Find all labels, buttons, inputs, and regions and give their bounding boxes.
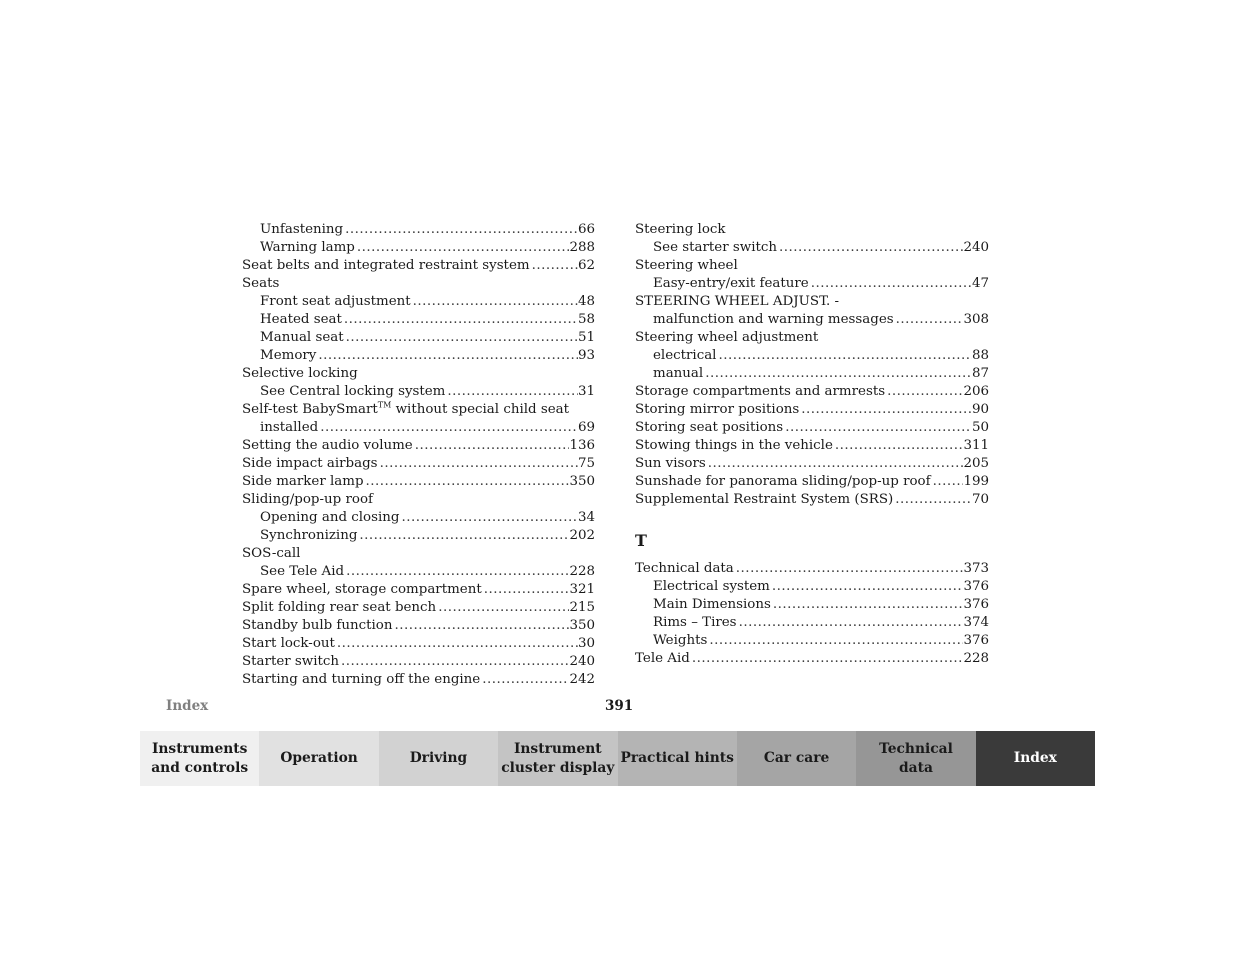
index-entry[interactable]: [242, 563, 595, 581]
index-entry-text: [260, 221, 343, 239]
index-entry-term: malfunction and warning messages: [653, 312, 894, 327]
index-entry-term: Easy-entry/exit feature: [653, 276, 809, 291]
index-entry-term: Start lock-out: [242, 636, 335, 651]
dot-leader: [355, 239, 570, 257]
index-entry-page: 350: [569, 618, 595, 633]
index-entry-page: 376: [963, 597, 989, 612]
dot-leader: [344, 563, 569, 581]
index-entry-term: Tele Aid: [635, 651, 690, 666]
index-entry[interactable]: [635, 329, 989, 347]
index-entry-page: 308: [963, 312, 989, 327]
index-entry-text: [653, 578, 770, 596]
index-entry[interactable]: [635, 491, 989, 509]
index-entry-page: 93: [577, 348, 595, 363]
dot-leader: [342, 311, 578, 329]
dot-leader: [703, 365, 972, 383]
index-entry-text: [242, 402, 569, 417]
index-entry-text: [635, 473, 931, 491]
index-entry[interactable]: [242, 617, 595, 635]
index-entry-term: Self-test BabySmart: [242, 402, 378, 417]
index-entry-page: 136: [569, 438, 595, 453]
index-entry-page: 90: [971, 402, 989, 417]
index-entry-page: 48: [577, 294, 595, 309]
index-entry[interactable]: [635, 275, 989, 293]
index-entry-term: Storage compartments and armrests: [635, 384, 886, 399]
index-entry[interactable]: [242, 275, 595, 293]
index-entry-text: [260, 311, 342, 329]
index-entry-term: Heated seat: [260, 312, 342, 327]
index-entry-term: installed: [260, 420, 319, 435]
index-entry-term: Rims – Tires: [653, 615, 737, 630]
index-entry-text: [242, 671, 480, 689]
index-entry-text: [635, 560, 734, 578]
index-entry-text: [242, 617, 393, 635]
index-entry-text: [260, 383, 445, 401]
index-entry-text: [242, 653, 339, 671]
index-entry-page: 242: [569, 672, 595, 687]
index-entry-page: 205: [963, 456, 989, 471]
index-entry[interactable]: [242, 455, 595, 473]
index-entry-term: Memory: [260, 348, 317, 363]
dot-leader: [364, 473, 570, 491]
index-entry-term: Stowing things in the vehicle: [635, 438, 833, 453]
index-entry[interactable]: [635, 437, 989, 455]
index-entry[interactable]: [635, 419, 989, 437]
index-entry[interactable]: [635, 347, 989, 365]
index-entry-term: Electrical system: [653, 579, 770, 594]
index-entry-text: [242, 455, 378, 473]
index-entry-term: Standby bulb function: [242, 618, 393, 633]
index-entry[interactable]: [242, 509, 595, 527]
dot-leader: [690, 650, 964, 668]
index-entry-page: 321: [569, 582, 595, 597]
index-entry-text: [653, 347, 716, 365]
index-entry-term: Weights: [653, 633, 708, 648]
index-entry-text: [635, 383, 885, 401]
index-entry[interactable]: [635, 650, 989, 668]
index-entry-text: [260, 239, 355, 257]
index-entry-page: 58: [577, 312, 595, 327]
index-entry-term: Warning lamp: [260, 240, 355, 255]
index-entry-text: [242, 366, 358, 381]
dot-leader: [445, 383, 578, 401]
index-entry-text: [260, 293, 411, 311]
index-entry-text: [260, 563, 344, 581]
index-entry-text: [242, 546, 300, 561]
index-entry-term: Storing mirror positions: [635, 402, 800, 417]
index-entry-term: Side impact airbags: [242, 456, 378, 471]
dot-leader: [316, 347, 578, 365]
index-entry-term: Steering wheel adjustment: [635, 330, 819, 345]
index-entry-text: [635, 491, 893, 509]
dot-leader: [893, 491, 972, 509]
chapter-tab[interactable]: Car care: [737, 731, 856, 786]
index-entry-term: Supplemental Restraint System (SRS): [635, 492, 894, 507]
index-entry-page: 88: [971, 348, 989, 363]
index-entry-text: [260, 329, 344, 347]
dot-leader: [716, 347, 971, 365]
index-entry-term: See Central locking system: [260, 384, 446, 399]
index-entry-page: 202: [569, 528, 595, 543]
index-entry-term: Manual seat: [260, 330, 344, 345]
index-entry-term: electrical: [653, 348, 717, 363]
index-entry-text: [653, 275, 809, 293]
index-entry[interactable]: [242, 527, 595, 545]
index-group-t: [635, 560, 989, 668]
dot-leader: [530, 257, 578, 275]
index-entry-term: Sunshade for panorama sliding/pop-up roof: [635, 474, 931, 489]
index-entry-text: [635, 437, 833, 455]
index-entry-term: Technical data: [635, 561, 734, 576]
index-entry[interactable]: [242, 311, 595, 329]
index-entry-text: [242, 492, 373, 507]
index-entry-page: 70: [971, 492, 989, 507]
index-entry[interactable]: [635, 473, 989, 491]
index-entry-term: Steering wheel: [635, 258, 738, 273]
index-entry-term: Synchronizing: [260, 528, 358, 543]
chapter-tab[interactable]: Instrument cluster display: [498, 731, 617, 786]
index-entry-page: 374: [963, 615, 989, 630]
index-entry-page: 31: [577, 384, 595, 399]
index-entry[interactable]: [242, 257, 595, 275]
index-entry-text: [260, 509, 399, 527]
index-entry-page: 311: [963, 438, 989, 453]
index-entry-page: 199: [963, 474, 989, 489]
chapter-tab[interactable]: Practical hints: [618, 731, 737, 786]
index-entry[interactable]: [242, 293, 595, 311]
index-entry-text: [260, 419, 318, 437]
dot-leader: [885, 383, 963, 401]
index-entry-term: Storing seat positions: [635, 420, 784, 435]
dot-leader: [378, 455, 578, 473]
index-entry-page: 228: [963, 651, 989, 666]
index-entry[interactable]: [242, 419, 595, 437]
index-entry[interactable]: [242, 437, 595, 455]
index-entry[interactable]: [635, 257, 989, 275]
index-entry-text: [635, 419, 783, 437]
chapter-tab[interactable]: Driving: [379, 731, 498, 786]
dot-leader: [931, 473, 964, 491]
index-entry-page: 288: [569, 240, 595, 255]
dot-leader: [799, 401, 972, 419]
footer-section-label: Index: [166, 698, 209, 714]
dot-leader: [771, 596, 964, 614]
index-entry[interactable]: [635, 365, 989, 383]
index-entry-text: [260, 527, 357, 545]
index-entry-text: [242, 257, 530, 275]
index-entry[interactable]: [242, 347, 595, 365]
index-entry-page: 240: [569, 654, 595, 669]
dot-leader: [734, 560, 964, 578]
index-entry[interactable]: [635, 560, 989, 578]
dot-leader: [436, 599, 569, 617]
chapter-tab[interactable]: Technical data: [856, 731, 975, 786]
index-entry-term: Side marker lamp: [242, 474, 364, 489]
dot-leader: [399, 509, 577, 527]
index-entry-text: [635, 222, 726, 237]
index-entry[interactable]: [242, 671, 595, 689]
index-entry-term: manual: [653, 366, 704, 381]
dot-leader: [393, 617, 570, 635]
dot-leader: [809, 275, 972, 293]
dot-leader: [343, 221, 578, 239]
section-letter: T: [635, 531, 647, 550]
index-entry[interactable]: [635, 614, 989, 632]
index-entry-page: 215: [569, 600, 595, 615]
index-entry-page: 228: [569, 564, 595, 579]
index-entry-text: [653, 632, 707, 650]
index-entry-page: 69: [577, 420, 595, 435]
chapter-tab[interactable]: Instruments and controls: [140, 731, 259, 786]
index-entry-text: [653, 596, 771, 614]
index-entry-text: [242, 635, 335, 653]
index-column-right: [635, 221, 989, 668]
index-entry[interactable]: [635, 221, 989, 239]
index-entry-text: [653, 614, 737, 632]
index-entry-page: 75: [577, 456, 595, 471]
index-entry[interactable]: [242, 221, 595, 239]
index-entry-term: Selective locking: [242, 366, 358, 381]
index-entry-text: [635, 455, 706, 473]
index-entry-term: Spare wheel, storage compartment: [242, 582, 482, 597]
index-entry-page: 87: [971, 366, 989, 381]
index-entry-text: [635, 330, 818, 345]
index-entry-text: [242, 276, 279, 291]
index-entry-term: Unfastening: [260, 222, 344, 237]
trademark-superscript: TM: [377, 400, 392, 410]
index-entry-term: Seats: [242, 276, 280, 291]
index-entry[interactable]: [242, 581, 595, 599]
index-entry-term: Split folding rear seat bench: [242, 600, 437, 615]
index-entry[interactable]: [242, 545, 595, 563]
index-entry[interactable]: [635, 293, 989, 311]
index-entry[interactable]: [242, 239, 595, 257]
index-entry-text: [653, 239, 777, 257]
index-entry-text: [242, 581, 482, 599]
dot-leader: [344, 329, 578, 347]
chapter-tab-bar: [140, 731, 1095, 786]
index-entry-term: See starter switch: [653, 240, 778, 255]
index-entry[interactable]: [242, 383, 595, 401]
index-entry-term: Seat belts and integrated restraint system: [242, 258, 530, 273]
chapter-tab[interactable]: Index: [976, 731, 1095, 786]
index-entry[interactable]: [635, 239, 989, 257]
dot-leader: [777, 239, 963, 257]
index-entry-term: Sun visors: [635, 456, 706, 471]
index-entry-term: Main Dimensions: [653, 597, 771, 612]
index-entry-text: [635, 650, 690, 668]
index-entry-page: 34: [577, 510, 595, 525]
index-entry-text: [653, 365, 703, 383]
index-entry[interactable]: [242, 329, 595, 347]
chapter-tab[interactable]: Operation: [259, 731, 378, 786]
dot-leader: [706, 455, 964, 473]
index-entry-page: 50: [971, 420, 989, 435]
index-entry-term: Starting and turning off the engine: [242, 672, 481, 687]
dot-leader: [339, 653, 569, 671]
index-entry-page: 240: [963, 240, 989, 255]
dot-leader: [482, 581, 570, 599]
index-entry-text: [635, 258, 738, 273]
index-entry[interactable]: [242, 491, 595, 509]
index-entry[interactable]: [242, 365, 595, 383]
index-entry-term: STEERING WHEEL ADJUST. -: [635, 294, 840, 309]
dot-leader: [411, 293, 578, 311]
index-entry-page: 206: [963, 384, 989, 399]
index-entry-term: Setting the audio volume: [242, 438, 413, 453]
dot-leader: [480, 671, 569, 689]
dot-leader: [318, 419, 578, 437]
index-entry[interactable]: [242, 401, 595, 419]
index-entry[interactable]: [635, 632, 989, 650]
index-entry-text: [635, 294, 839, 309]
index-entry-term: Starter switch: [242, 654, 340, 669]
index-entry-term: Front seat adjustment: [260, 294, 411, 309]
index-entry[interactable]: [635, 401, 989, 419]
index-column-left: [242, 221, 595, 689]
dot-leader: [707, 632, 963, 650]
index-entry-page: 51: [577, 330, 595, 345]
dot-leader: [413, 437, 570, 455]
index-entry-page: 66: [577, 222, 595, 237]
index-entry[interactable]: [635, 383, 989, 401]
index-entry-text: [242, 473, 364, 491]
dot-leader: [737, 614, 964, 632]
index-entry[interactable]: [635, 596, 989, 614]
index-entry-page: 47: [971, 276, 989, 291]
index-entry-text: [242, 437, 413, 455]
index-entry-term: Sliding/pop-up roof: [242, 492, 373, 507]
dot-leader: [770, 578, 964, 596]
page-number: 391: [605, 698, 634, 714]
index-entry[interactable]: [242, 599, 595, 617]
index-entry-page: 62: [577, 258, 595, 273]
index-entry-term: SOS-call: [242, 546, 301, 561]
index-entry-term: See Tele Aid: [260, 564, 345, 579]
index-entry-text: [653, 311, 894, 329]
index-entry-page: 376: [963, 633, 989, 648]
index-entry-text: [635, 401, 799, 419]
dot-leader: [833, 437, 964, 455]
index-entry-term-continued: without special child seat: [391, 402, 570, 417]
index-entry-page: 30: [577, 636, 595, 651]
index-entry[interactable]: [242, 473, 595, 491]
index-entry-term: Steering lock: [635, 222, 726, 237]
index-entry[interactable]: [635, 455, 989, 473]
index-entry[interactable]: [635, 311, 989, 329]
index-entry-page: 350: [569, 474, 595, 489]
index-entry-text: [260, 347, 316, 365]
index-entry-term: Opening and closing: [260, 510, 400, 525]
index-entry[interactable]: [242, 653, 595, 671]
index-entry-page: 373: [963, 561, 989, 576]
dot-leader: [894, 311, 964, 329]
dot-leader: [335, 635, 578, 653]
dot-leader: [783, 419, 972, 437]
index-entry-text: [242, 599, 436, 617]
index-entry[interactable]: [635, 578, 989, 596]
index-entry[interactable]: [242, 635, 595, 653]
index-group-s: [635, 221, 989, 509]
index-entry-page: 376: [963, 579, 989, 594]
dot-leader: [357, 527, 569, 545]
